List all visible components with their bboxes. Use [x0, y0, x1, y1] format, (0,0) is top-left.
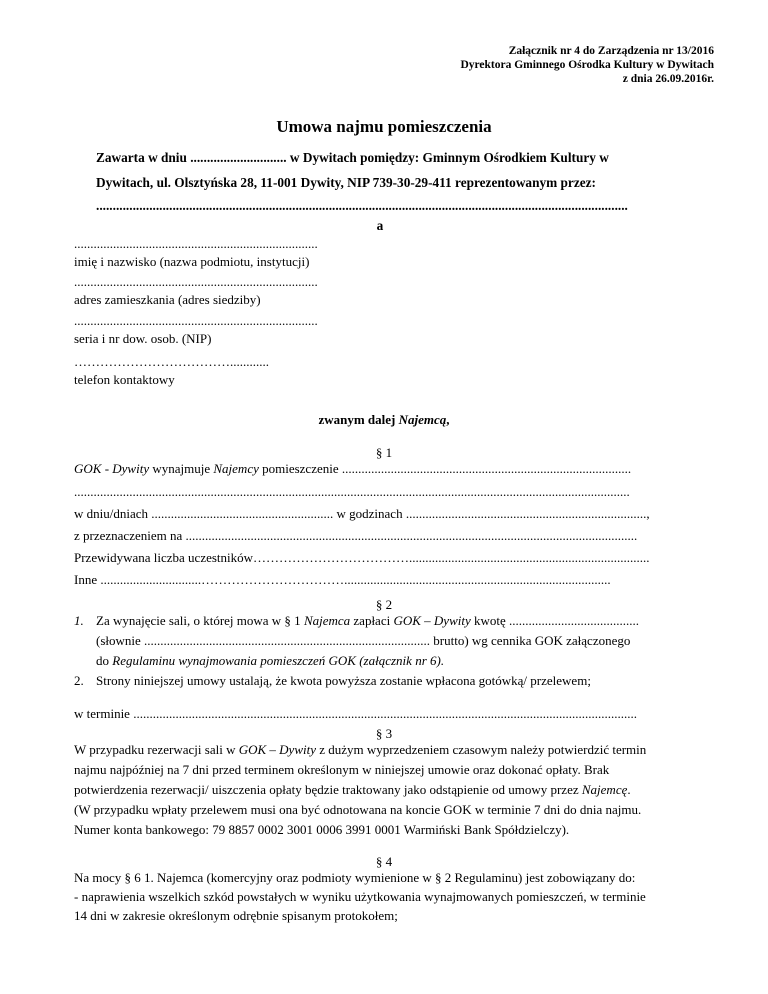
- s2-p1-a: Za wynajęcie sali, o której mowa w § 1: [96, 613, 304, 628]
- s1-room-dots: pomieszczenie .........................................................................................: [258, 461, 632, 476]
- tenant-suffix: ,: [446, 412, 450, 427]
- section3-line2: najmu najpóźniej na 7 dni przed terminem określonym w niniejszej umowie oraz dokonać opłaty. Brak: [74, 762, 610, 777]
- s3-c: z dużym wyprzedzeniem czasowym należy potwierdzić termin: [316, 742, 647, 757]
- section2-p1-number: [74, 613, 84, 629]
- section2-p2-number: 2.: [74, 673, 84, 688]
- section3-line3: [74, 782, 631, 798]
- section1-line1: [74, 461, 631, 477]
- address-dots: ...........................................................................: [74, 274, 318, 289]
- section4-line2: - naprawienia wszelkich szkód powstałych w wyniku użytkowania wynajmowanych pomieszczeń, w terminie: [74, 889, 646, 904]
- s2-p1-num: 1.: [74, 613, 84, 628]
- s2-p1-tenant: Najemca: [303, 613, 351, 628]
- section2-p1-line1: [96, 613, 639, 629]
- address-label: adres zamieszkania (adres siedziby): [74, 292, 261, 307]
- section2-heading: § 2: [375, 597, 393, 612]
- section1-participants: Przewidywana liczba uczestników………………………………..........................................................................: [74, 550, 650, 565]
- intro-line2: Dywitach, ul. Olsztyńska 28, 11-001 Dywity, NIP 739-30-29-411 reprezentowanym przez:: [96, 175, 596, 190]
- intro-line1: Zawarta w dniu ............................. w Dywitach pomiędzy: Gminnym Ośrodkiem Kultury w: [96, 150, 609, 165]
- section3-bank-account: Numer konta bankowego: 79 8857 0002 3001 0006 3991 0001 Warmiński Bank Spółdzielczy).: [74, 822, 570, 837]
- id-dots: ...........................................................................: [74, 313, 318, 328]
- s3-l3-c: .: [627, 782, 631, 797]
- s2-p1-amount: kwotę ........................................: [470, 613, 640, 628]
- section1-heading: § 1: [375, 445, 393, 460]
- tenant-prefix: zwanym dalej: [318, 412, 399, 427]
- s3-tenant: Najemcę: [581, 782, 628, 797]
- s2-p1-regulation: Regulaminu wynajmowania pomieszczeń GOK (załącznik nr 6).: [112, 653, 445, 668]
- attachment-note-date: z dnia 26.09.2016r.: [622, 73, 714, 85]
- section1-dates: w dniu/dniach ........................................................ w godzinach ..........................................................................,: [74, 506, 650, 521]
- section3-line1: [74, 742, 646, 758]
- section4-line3: 14 dni w zakresie określonym odrębnie spisanym protokołem;: [74, 908, 398, 923]
- s2-p1-do: do: [96, 653, 113, 668]
- s1-gok: GOK - Dywity: [74, 461, 150, 476]
- document-title: Umowa najmu pomieszczenia: [276, 117, 492, 136]
- section2-term: w terminie ...........................................................................................................................................................: [74, 706, 637, 721]
- name-dots: ...........................................................................: [74, 236, 318, 251]
- tenant-designation: [0, 412, 768, 428]
- section1-purpose: z przeznaczeniem na ...........................................................................................................................................: [74, 528, 638, 543]
- name-label: imię i nazwisko (nazwa podmiotu, instytucji): [74, 254, 310, 269]
- id-label: seria i nr dow. osob. (NIP): [74, 331, 212, 346]
- s1-verb: wynajmuje: [149, 461, 214, 476]
- s1-tenant: Najemcy: [213, 461, 259, 476]
- phone-dots: ………………………………............: [74, 354, 269, 369]
- s3-gok: GOK – Dywity: [238, 742, 316, 757]
- intro-conjunction: a: [376, 218, 384, 233]
- section4-heading: § 4: [375, 854, 393, 869]
- section4-line1: Na mocy § 6 1. Najemca (komercyjny oraz podmioty wymienione w § 2 Regulaminu) jest zobowiązany do:: [74, 870, 636, 885]
- attachment-note-line2: Dyrektora Gminnego Ośrodka Kultury w Dywitach: [460, 59, 714, 71]
- section1-line2: ...........................................................................................................................................................................: [74, 484, 630, 499]
- section3-line4: (W przypadku wpłaty przelewem musi ona być odnotowana na koncie GOK w terminie 7 dni do dnia najmu.: [74, 802, 642, 817]
- section2-p1-line2: (słownie ........................................................................................ brutto) wg cennika GOK załączonego: [96, 633, 631, 648]
- section2-p2-text: Strony niniejszej umowy ustalają, że kwota powyższa zostanie wpłacona gotówką/ przelewem;: [96, 673, 591, 688]
- phone-label: telefon kontaktowy: [74, 372, 175, 387]
- section3-heading: § 3: [375, 726, 393, 741]
- attachment-note-line1: Załącznik nr 4 do Zarządzenia nr 13/2016: [508, 45, 714, 57]
- s3-a: W przypadku rezerwacji sali w: [74, 742, 239, 757]
- section1-other: Inne ...............................……………………………..................................................................................: [74, 572, 611, 587]
- tenant-name: Najemcą: [398, 412, 447, 427]
- s3-l3-a: potwierdzenia rezerwacji/ uiszczenia opłaty będzie traktowany jako odstąpienie od umowy przez: [74, 782, 582, 797]
- s2-p1-gok: GOK – Dywity: [393, 613, 471, 628]
- section2-p1-line3: [96, 653, 444, 669]
- s2-p1-c: zapłaci: [350, 613, 394, 628]
- intro-representative-dots: ................................................................................................................................................................: [96, 198, 628, 213]
